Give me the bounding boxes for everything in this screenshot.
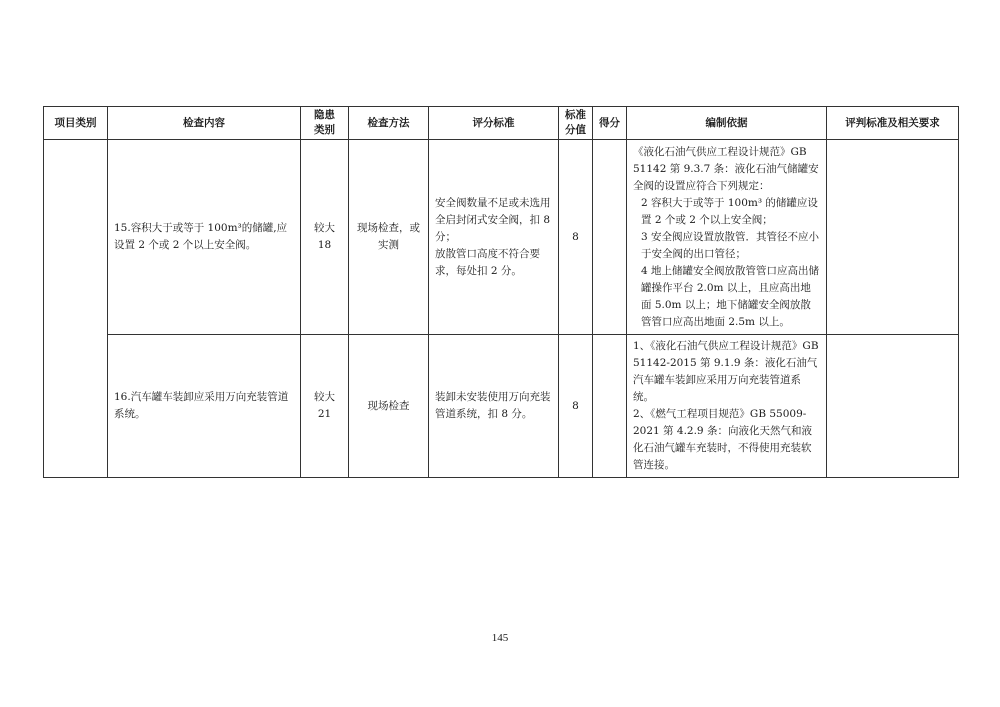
header-hazard-category — [301, 107, 349, 140]
basis-line1: 《液化石油气供应工程设计规范》GB 51142 第 9.3.7 条：液化石油气储罐安全阀的设置应符合下列规定： — [633, 145, 819, 192]
table-row — [44, 140, 959, 335]
header-hazard-line2: 类别 — [314, 124, 335, 136]
page-number: 145 — [491, 632, 509, 644]
header-hazard-line1: 隐患 — [314, 109, 335, 121]
scoring-line2: 放散管口高度不符合要求，每处扣 2 分。 — [435, 247, 540, 277]
content-cell: 15.容积大于或等于 100m³的储罐,应设置 2 个或 2 个以上安全阀。 — [108, 140, 301, 335]
content-cell: 16.汽车罐车装卸应采用万向充装管道系统。 — [108, 335, 301, 478]
score-cell — [593, 140, 627, 335]
basis-cell — [627, 140, 827, 335]
basis-line1: 1、《液化石油气供应工程设计规范》GB 51142-2015 第 9.1.9 条：液化石油气汽车罐车装卸应采用万向充装管道系统。 — [633, 340, 819, 403]
method-cell — [349, 140, 429, 335]
basis-line4: 4 地上储罐安全阀放散管管口应高出储罐操作平台 2.0m 以上，且应高出地面 5.0m 以上；地下储罐安全阀放散管管口应高出地面 2.5m 以上。 — [641, 264, 820, 328]
hazard-cell: 较大 18 — [301, 140, 349, 335]
header-score-value — [559, 107, 593, 140]
scoring-cell — [429, 140, 559, 335]
hazard-cell: 较大 21 — [301, 335, 349, 478]
inspection-table — [43, 106, 959, 478]
score-value-cell: 8 — [559, 335, 593, 478]
table-row — [44, 335, 959, 478]
header-requirements: 评判标准及相关要求 — [827, 107, 959, 140]
header-score-value-line2: 分值 — [565, 124, 586, 136]
header-scoring: 评分标准 — [429, 107, 559, 140]
header-score: 得分 — [593, 107, 627, 140]
basis-line2: 2、《燃气工程项目规范》GB 55009-2021 第 4.2.9 条：向液化天然气和液化石油气罐车充装时，不得使用充装软管连接。 — [633, 408, 812, 471]
header-category: 项目类别 — [44, 107, 108, 140]
requirements-cell — [827, 140, 959, 335]
category-cell — [44, 140, 108, 478]
score-value-cell: 8 — [559, 140, 593, 335]
basis-line3: 3 安全阀应设置放散管．其管径不应小于安全阀的出口管径； — [641, 230, 820, 260]
scoring-line1: 安全阀数量不足或未选用全启封闭式安全阀，扣 8 分； — [435, 196, 551, 243]
header-basis: 编制依据 — [627, 107, 827, 140]
header-content: 检查内容 — [108, 107, 301, 140]
basis-line2: 2 容积大于或等于 100m³ 的储罐应设置 2 个或 2 个以上安全阀； — [641, 196, 818, 226]
basis-cell — [627, 335, 827, 478]
table-header-row — [44, 107, 959, 140]
header-method: 检查方法 — [349, 107, 429, 140]
scoring-cell: 装卸未安装使用万向充装管道系统，扣 8 分。 — [429, 335, 559, 478]
method-line1: 现场检查，或 — [357, 222, 420, 234]
method-line2: 实测 — [378, 239, 399, 251]
header-score-value-line1: 标准 — [565, 109, 586, 121]
method-cell: 现场检查 — [349, 335, 429, 478]
score-cell — [593, 335, 627, 478]
requirements-cell — [827, 335, 959, 478]
